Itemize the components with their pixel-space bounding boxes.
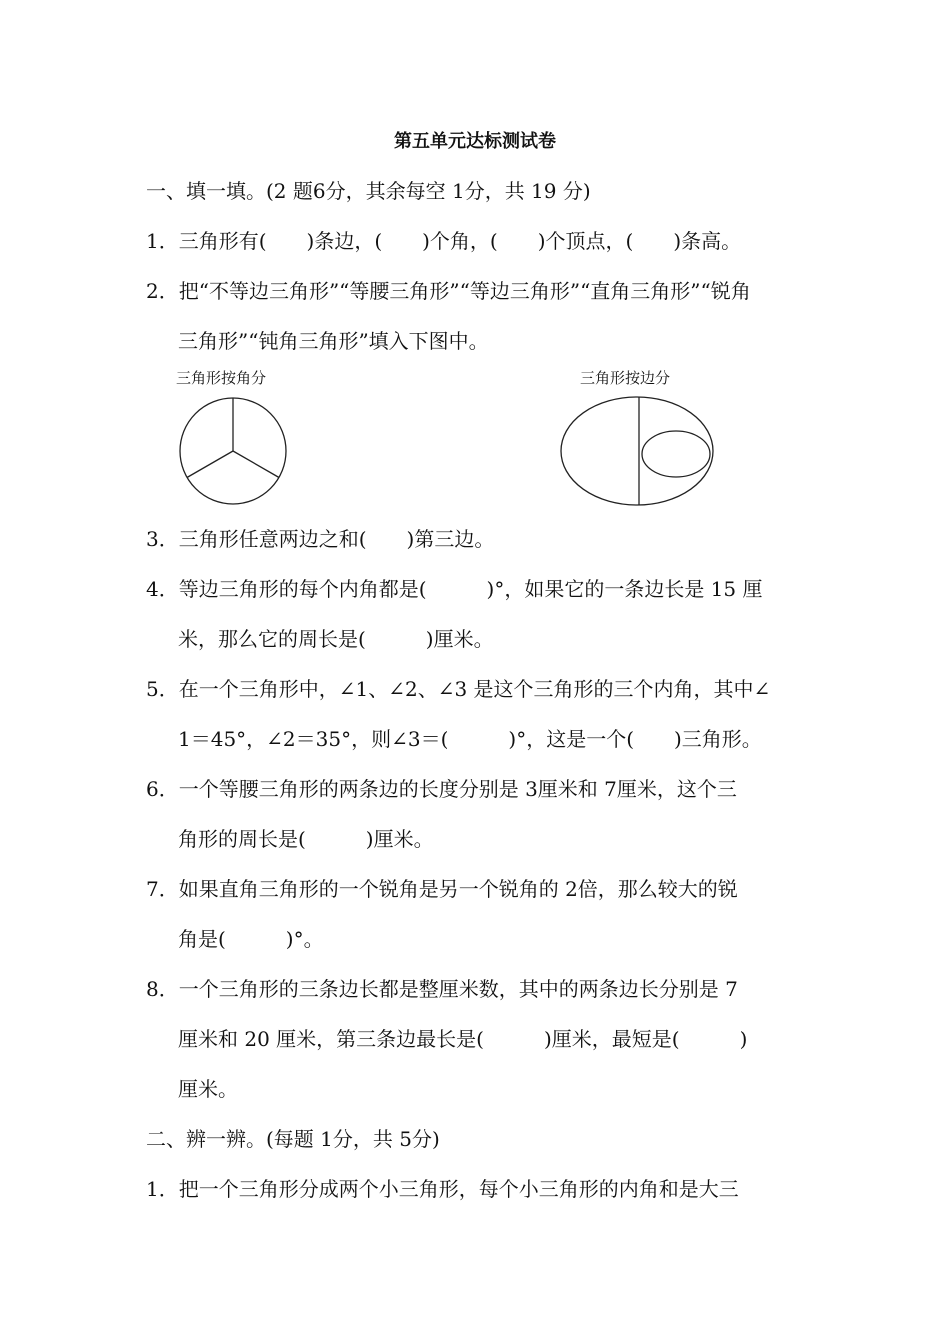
section2-heading: 二、辨一辨。(每题 1分，共 5分) [146, 1127, 440, 1151]
question-2-line-2: 三角形”“钝角三角形”填入下图中。 [178, 329, 489, 353]
inner-ellipse [642, 431, 710, 477]
page-title: 第五单元达标测试卷 [394, 131, 556, 152]
question-3: 3．三角形任意两边之和( )第三边。 [146, 527, 495, 551]
side-classification-diagram [558, 394, 718, 510]
question-8-line-1: 8．一个三角形的三条边长都是整厘米数，其中的两条边长分别是 7 [146, 977, 738, 1001]
question-4-line-1: 4．等边三角形的每个内角都是( )°，如果它的一条边长是 15 厘 [146, 577, 763, 601]
angle-divider-right [233, 451, 279, 478]
question-8-line-2: 厘米和 20 厘米，第三条边最长是( )厘米，最短是( ) [178, 1027, 748, 1051]
question-4-line-2: 米，那么它的周长是( )厘米。 [178, 627, 494, 651]
side-diagram-caption: 三角形按边分 [580, 369, 671, 387]
question-6-line-2: 角形的周长是( )厘米。 [178, 827, 434, 851]
question-7-line-1: 7．如果直角三角形的一个锐角是另一个锐角的 2倍，那么较大的锐 [146, 877, 738, 901]
angle-divider-left [187, 451, 233, 478]
angle-classification-diagram [176, 394, 290, 508]
outer-ellipse [561, 397, 713, 505]
question-7-line-2: 角是( )°。 [178, 927, 324, 951]
question-5-line-1: 5．在一个三角形中，∠1、∠2、∠3 是这个三角形的三个内角，其中∠ [146, 677, 771, 701]
judge-question-1-line-1: 1．把一个三角形分成两个小三角形，每个小三角形的内角和是大三 [146, 1177, 739, 1201]
question-1: 1．三角形有( )条边，( )个角，( )个顶点，( )条高。 [146, 229, 742, 253]
question-8-line-3: 厘米。 [178, 1077, 238, 1101]
section1-heading: 一、填一填。(2 题6分，其余每空 1分，共 19 分) [146, 179, 591, 203]
question-6-line-1: 6．一个等腰三角形的两条边的长度分别是 3厘米和 7厘米，这个三 [146, 777, 737, 801]
angle-diagram-caption: 三角形按角分 [176, 369, 267, 387]
question-2-line-1: 2．把“不等边三角形”“等腰三角形”“等边三角形”“直角三角形”“锐角 [146, 279, 751, 303]
question-5-line-2: 1＝45°，∠2＝35°，则∠3＝( )°，这是一个( )三角形。 [178, 727, 762, 751]
